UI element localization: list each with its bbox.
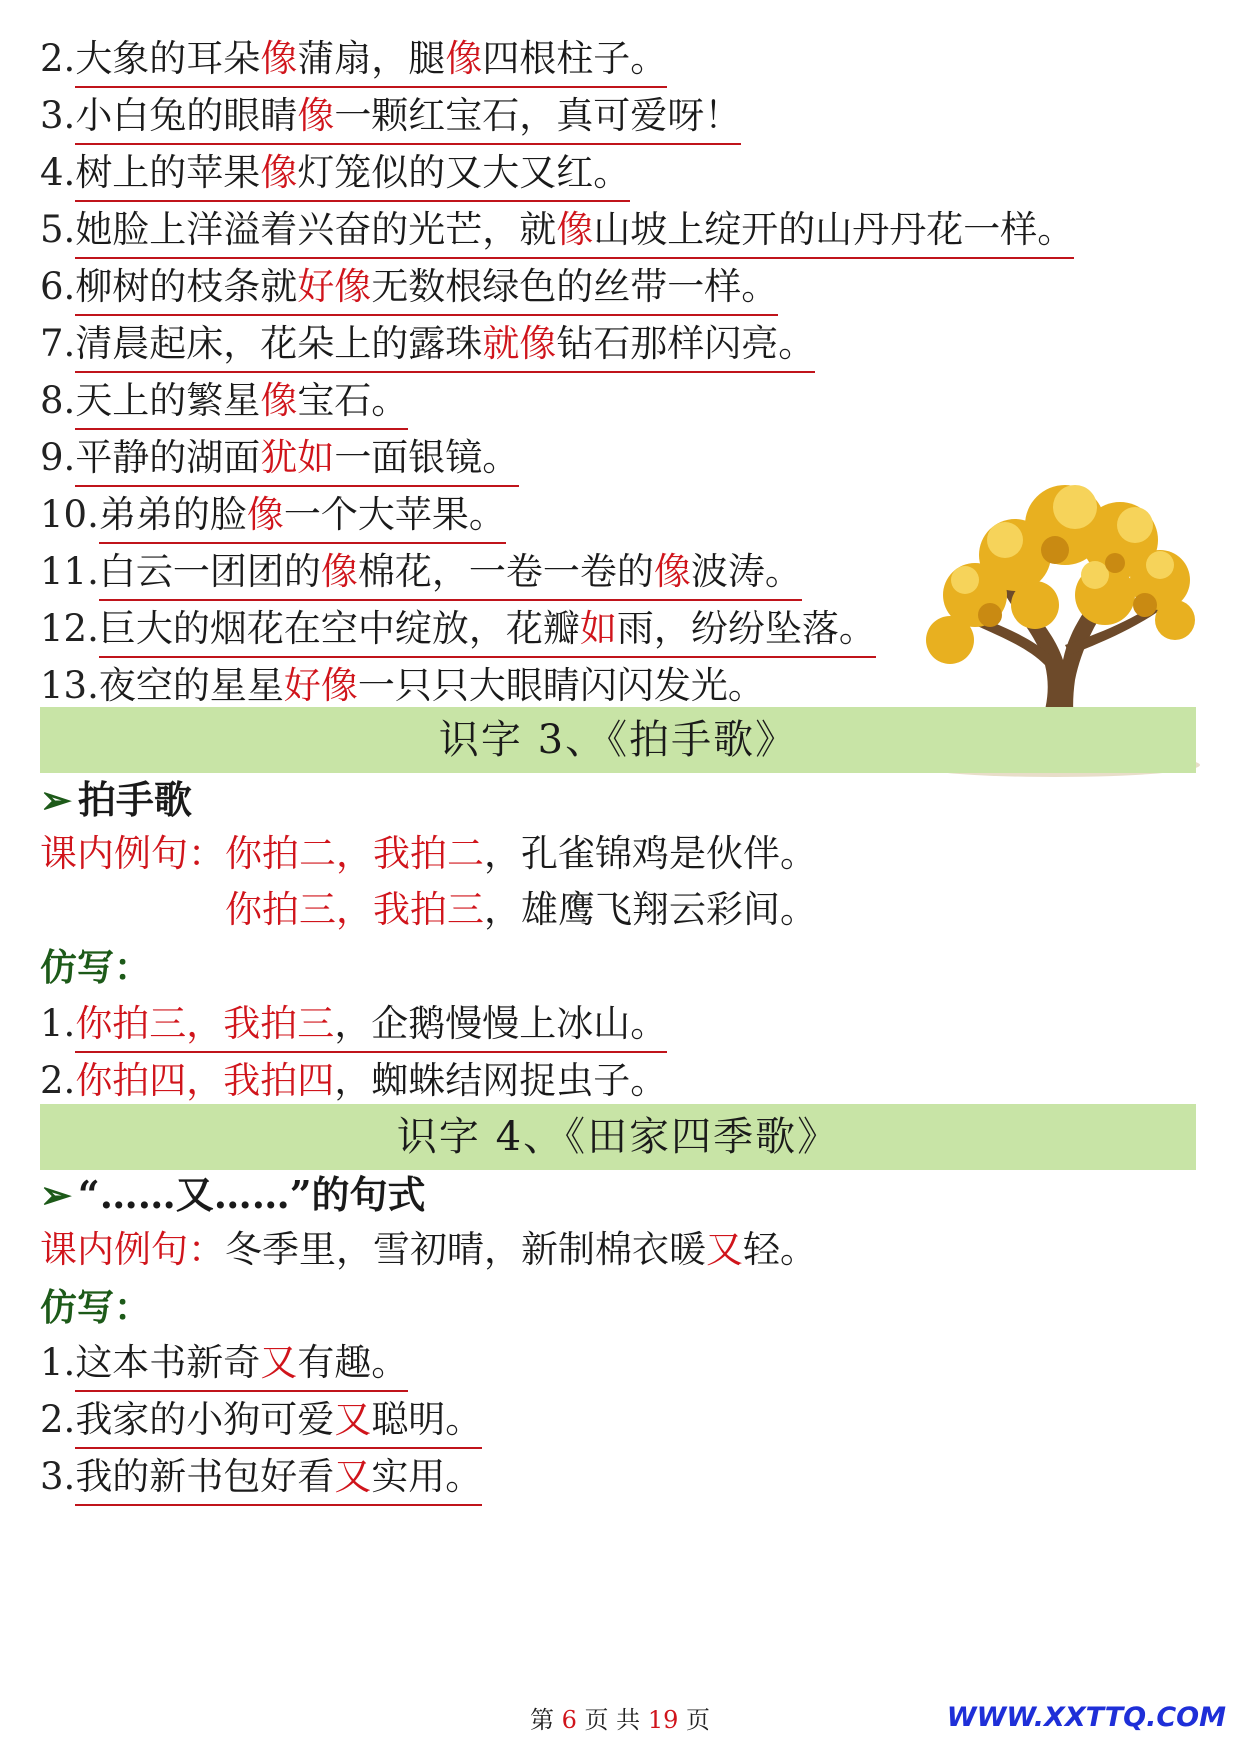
text-segment: 四根柱子。 <box>482 37 668 80</box>
text-segment: 树上的苹果 <box>75 151 261 194</box>
text-segment: 小白兔的眼睛 <box>75 94 298 137</box>
section-heading-4 <box>40 1168 426 1222</box>
sentence-text <box>75 376 408 430</box>
highlight-word: 像 <box>297 94 335 137</box>
sentence-line <box>40 547 802 597</box>
example-label: 课内例句： <box>40 1228 225 1271</box>
section-heading-3 <box>40 773 192 827</box>
text-segment: 一面银镜。 <box>334 436 520 479</box>
example-pre: 冬季里，雪初晴，新制棉衣暖 <box>225 1228 706 1271</box>
highlight-word: 像 <box>320 550 358 593</box>
text-segment: 弟弟的脸 <box>98 493 247 536</box>
arrow-icon: ➢ <box>40 1172 72 1217</box>
example-sentence <box>40 1225 817 1275</box>
sentence-number: 8. <box>40 379 76 422</box>
sentence-number: 6. <box>40 265 76 308</box>
sentence-text <box>99 604 876 658</box>
text-segment: 白云一团团的 <box>98 550 321 593</box>
item-text <box>75 1338 408 1392</box>
text-segment: 钻石那样闪亮。 <box>556 322 816 365</box>
sentence-text <box>75 205 1074 259</box>
text-segment: 她脸上洋溢着兴奋的光芒，就 <box>75 208 557 251</box>
section-banner-3: 识字 3、《拍手歌》 <box>40 707 1196 773</box>
example-rest: ，雄鹰飞翔云彩间。 <box>484 888 817 931</box>
text-segment: 有趣。 <box>297 1341 409 1384</box>
footer-suffix: 页 <box>686 1706 711 1734</box>
item-number: 2. <box>40 1398 76 1441</box>
item-number: 1. <box>40 1002 76 1045</box>
sentence-line <box>40 319 815 369</box>
text-segment: 雨，纷纷坠落。 <box>616 607 876 650</box>
highlight-phrase: 你拍三，我拍三 <box>75 1002 335 1045</box>
highlight-word: 如 <box>579 607 617 650</box>
text-segment: ，蜘蛛结网捉虫子。 <box>334 1059 668 1102</box>
sentence-number: 2. <box>40 37 76 80</box>
sentence-text <box>75 148 630 202</box>
section-banner-4: 识字 4、《田家四季歌》 <box>40 1104 1196 1170</box>
sentence-text <box>75 262 778 316</box>
text-segment: 灯笼似的又大又红。 <box>297 151 631 194</box>
highlight-word: 就像 <box>482 322 557 365</box>
footer-middle: 页 共 <box>584 1706 641 1734</box>
text-segment: 我家的小狗可爱 <box>75 1398 335 1441</box>
sentence-text <box>99 490 506 544</box>
item-number: 1. <box>40 1341 76 1384</box>
imitate-item <box>40 999 667 1049</box>
highlight-word: 像 <box>556 208 594 251</box>
text-segment: 聪明。 <box>371 1398 483 1441</box>
highlight-word: 像 <box>260 37 298 80</box>
text-segment: 蒲扇，腿 <box>297 37 446 80</box>
sentence-number: 7. <box>40 322 76 365</box>
sentence-line <box>40 433 519 483</box>
text-segment: 我的新书包好看 <box>75 1455 335 1498</box>
sentence-line <box>40 661 765 711</box>
highlight-word: 像 <box>246 493 284 536</box>
sentence-line <box>40 490 506 540</box>
sentence-text <box>75 319 815 373</box>
text-segment: 无数根绿色的丝带一样。 <box>371 265 779 308</box>
sentence-number: 3. <box>40 94 76 137</box>
imitate-item <box>40 1452 482 1502</box>
sentence-line <box>40 604 876 654</box>
example-sentence <box>40 829 817 879</box>
highlight-word: 又 <box>334 1398 372 1441</box>
sentence-text <box>99 547 802 601</box>
text-segment: 大象的耳朵 <box>75 37 261 80</box>
sentence-line <box>40 262 778 312</box>
text-segment: ，企鹅慢慢上冰山。 <box>334 1002 668 1045</box>
text-segment: 一个大苹果。 <box>283 493 506 536</box>
sentence-line <box>40 376 408 426</box>
imitate-item <box>40 1056 667 1106</box>
arrow-icon: ➢ <box>40 777 72 822</box>
heading-text: “……又……”的句式 <box>77 1172 426 1217</box>
text-segment: 山坡上绽开的山丹丹花一样。 <box>593 208 1075 251</box>
sentence-line <box>40 34 667 84</box>
sentence-number: 9. <box>40 436 76 479</box>
imitate-item <box>40 1395 482 1445</box>
text-segment: 天上的繁星 <box>75 379 261 422</box>
item-number: 2. <box>40 1059 76 1102</box>
text-segment: 一只只大眼睛闪闪发光。 <box>357 664 765 707</box>
example-rest: ，孔雀锦鸡是伙伴。 <box>484 832 817 875</box>
highlight-word: 像 <box>260 379 298 422</box>
page-total: 19 <box>647 1706 679 1734</box>
heading-text: 拍手歌 <box>77 777 192 822</box>
site-watermark: WWW.XXTTQ.COM <box>946 1702 1226 1733</box>
text-segment: 宝石。 <box>297 379 409 422</box>
example-red-text: 你拍二，我拍二 <box>225 832 484 875</box>
sentence-number: 12. <box>40 607 99 650</box>
text-segment: 棉花，一卷一卷的 <box>357 550 654 593</box>
sentence-line <box>40 205 1074 255</box>
sentence-number: 4. <box>40 151 76 194</box>
text-segment: 清晨起床，花朵上的露珠 <box>75 322 483 365</box>
page-number: 6 <box>561 1706 577 1734</box>
item-text <box>75 1395 482 1449</box>
text-segment: 一颗红宝石，真可爱呀！ <box>334 94 742 137</box>
example-post: 轻。 <box>743 1228 817 1271</box>
highlight-word: 像 <box>653 550 691 593</box>
item-text <box>75 1452 482 1506</box>
highlight-phrase: 你拍四，我拍四 <box>75 1059 335 1102</box>
text-segment: 巨大的烟花在空中绽放，花瓣 <box>98 607 580 650</box>
text-segment: 这本书新奇 <box>75 1341 261 1384</box>
example-red-text: 你拍三，我拍三 <box>225 888 484 931</box>
sentence-text <box>75 433 519 487</box>
sentence-number: 13. <box>40 664 99 707</box>
item-text <box>75 1056 667 1110</box>
highlight-word: 又 <box>334 1455 372 1498</box>
text-segment: 平静的湖面 <box>75 436 261 479</box>
sentence-text <box>75 34 667 88</box>
highlight-word: 好像 <box>297 265 372 308</box>
text-segment: 实用。 <box>371 1455 483 1498</box>
imitate-item <box>40 1338 408 1388</box>
imitate-label: 仿写： <box>40 945 151 989</box>
highlight-word: 像 <box>260 151 298 194</box>
text-segment: 柳树的枝条就 <box>75 265 298 308</box>
highlight-word: 像 <box>445 37 483 80</box>
sentence-number: 10. <box>40 493 99 536</box>
highlight-word: 又 <box>260 1341 298 1384</box>
imitate-label: 仿写： <box>40 1285 151 1329</box>
text-segment: 波涛。 <box>690 550 802 593</box>
example-sentence-2 <box>225 885 817 935</box>
text-segment: 夜空的星星 <box>98 664 284 707</box>
sentence-number: 11. <box>40 550 99 593</box>
example-label: 课内例句： <box>40 832 225 875</box>
example-red-text: 又 <box>706 1228 743 1271</box>
sentence-number: 5. <box>40 208 76 251</box>
sentence-line <box>40 91 741 141</box>
item-text <box>75 999 667 1053</box>
sentence-line <box>40 148 630 198</box>
footer-prefix: 第 <box>529 1706 554 1734</box>
item-number: 3. <box>40 1455 76 1498</box>
sentence-text <box>75 91 741 145</box>
highlight-word: 好像 <box>283 664 358 707</box>
highlight-word: 犹如 <box>260 436 335 479</box>
